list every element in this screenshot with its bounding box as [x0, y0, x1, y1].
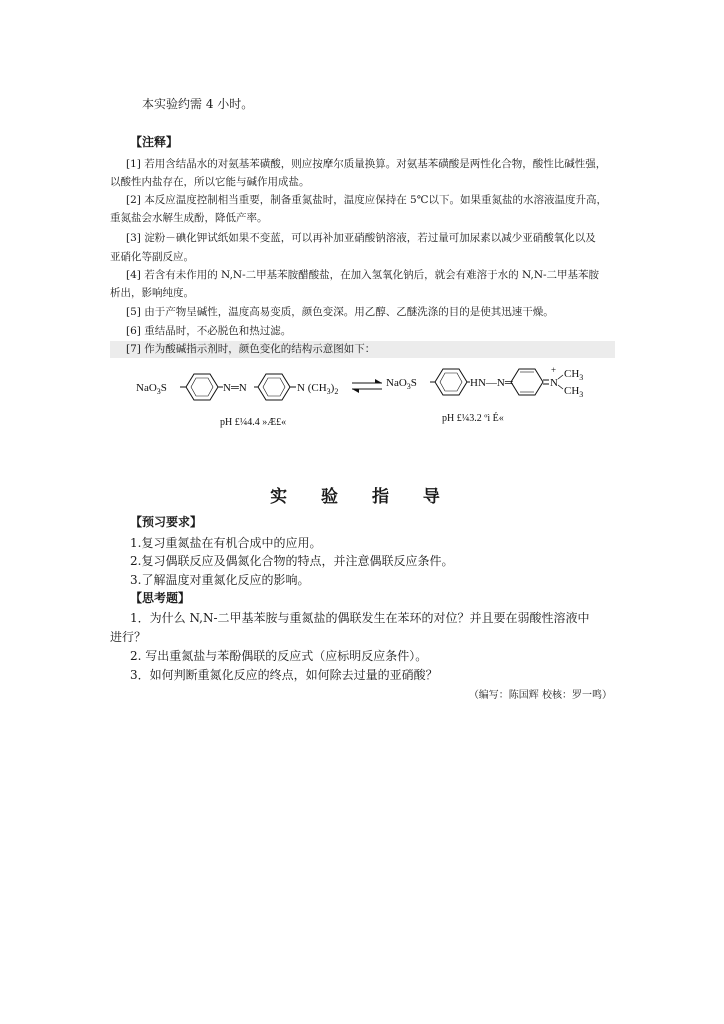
preview-item-2: 2.复习偶联反应及偶氮化合物的特点，并注意偶联反应条件。: [130, 554, 454, 568]
notes-heading: 【注释】: [130, 135, 179, 149]
note-5: [5] 由于产物呈碱性，温度高易变质，颜色变深。用乙醇、乙醚洗涤的目的是使其迅速干燥。: [126, 306, 554, 318]
left-sulfonate: NaO$_3$S: [136, 382, 167, 396]
quinoid-ring: [511, 369, 543, 395]
equilibrium-arrow: [352, 379, 382, 393]
note-1-line-1: [1] 若用含结晶水的对氨基苯磺酸，则应按摩尔质量换算。对氨基苯磺酸是两性化合物，酸性比碱性强，: [126, 158, 607, 170]
ph-label-right: pH £¼3.2 ºì É«: [442, 413, 504, 424]
credit-line: （编写：陈国辉 校核：罗一鸣）: [468, 690, 612, 701]
indicator-structure-diagram: [130, 362, 600, 432]
note-7: [7] 作为酸碱指示剂时，颜色变化的结构示意图如下：: [126, 343, 376, 355]
note-3-line-1: [3] 淀粉－碘化钾试纸如果不变蓝，可以再补加亚硝酸钠溶液，若过量可加尿素以减少亚硝酸氧化以及: [126, 232, 596, 244]
question-1-line-2: 进行？: [110, 630, 147, 644]
methyl-top: $CH_3$: [564, 368, 584, 382]
note-4-line-1: [4] 若含有未作用的 N,N-二甲基苯胺醋酸盐，在加入氢氧化钠后，就会有难溶于水的 N,N-二甲基苯胺: [126, 269, 600, 281]
azo-group: N═N: [223, 382, 247, 394]
questions-heading: 【思考题】: [130, 591, 191, 605]
note-6: [6] 重结晶时，不必脱色和热过滤。: [126, 325, 292, 337]
intro-text: 本实验约需 4 小时。: [142, 97, 254, 111]
iminium-nitrogen: N: [550, 377, 558, 389]
question-3: 3．如何判断重氮化反应的终点，如何除去过量的亚硝酸？: [130, 668, 438, 682]
hydrazo-group: HN—N═: [470, 377, 513, 389]
preview-item-1: 1.复习重氮盐在有机合成中的应用。: [130, 536, 322, 550]
note-3-line-2: 亚硝化等副反应。: [110, 251, 194, 263]
dimethylamino-group: N $(CH_3)_2$: [297, 382, 339, 396]
section-title: 实 验 指 导: [270, 487, 454, 507]
note-4-line-2: 析出，影响纯度。: [110, 287, 194, 299]
note-2-line-2: 重氮盐会水解生成酚，降低产率。: [110, 212, 268, 224]
positive-charge: +: [551, 365, 557, 375]
note-1-line-2: 以酸性内盐存在，所以它能与碱作用成盐。: [110, 176, 310, 188]
ph-label-left: pH £¼4.4 »Æ£«: [220, 417, 287, 428]
preview-item-3: 3.了解温度对重氮化反应的影响。: [130, 573, 310, 587]
note-2-line-1: [2] 本反应温度控制相当重要，制备重氮盐时，温度应保持在 5℃以下。如果重氮盐的水溶液温度升高，: [126, 194, 607, 206]
question-2: 2. 写出重氮盐与苯酚偶联的反应式（应标明反应条件）。: [130, 649, 428, 663]
question-1-line-1: 1．为什么 N,N-二甲基苯胺与重氮盐的偶联发生在苯环的对位？并且要在弱酸性溶液中: [130, 611, 590, 625]
preview-heading: 【预习要求】: [130, 515, 203, 529]
methyl-bottom: $CH_3$: [564, 385, 584, 399]
right-sulfonate: NaO$_3$S: [386, 377, 417, 391]
